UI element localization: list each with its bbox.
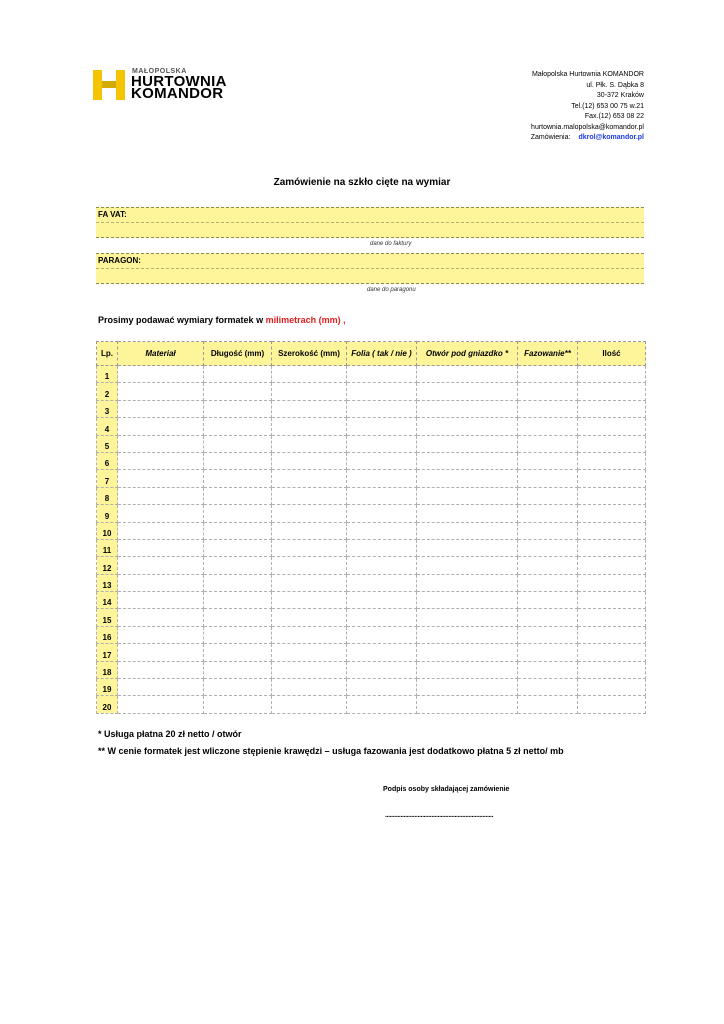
logo-small-text: MAŁOPOLSKA [132,68,187,75]
table-row [97,400,646,417]
material-cell[interactable] [118,609,204,626]
foil-cell[interactable] [347,679,417,696]
length-cell[interactable] [204,644,272,661]
foil-cell[interactable] [347,557,417,574]
length-cell[interactable] [204,592,272,609]
length-cell[interactable] [204,661,272,678]
row-number: 12 [97,557,118,574]
material-cell[interactable] [118,574,204,591]
width-cell[interactable] [272,557,347,574]
row-number: 7 [97,470,118,487]
foil-cell[interactable] [347,383,417,400]
length-cell[interactable] [204,505,272,522]
row-number: 17 [97,644,118,661]
foil-cell[interactable] [347,661,417,678]
width-cell[interactable] [272,470,347,487]
bevel-cell[interactable] [518,661,578,678]
socket-hole-cell[interactable] [417,418,518,435]
quantity-cell[interactable] [578,696,646,713]
foil-cell[interactable] [347,487,417,504]
table-row [97,661,646,678]
socket-hole-cell[interactable] [417,696,518,713]
length-cell[interactable] [204,522,272,539]
length-cell[interactable] [204,470,272,487]
invoice-input-row[interactable] [96,223,644,237]
width-cell[interactable] [272,400,347,417]
quantity-cell[interactable] [578,557,646,574]
table-row [97,383,646,400]
bevel-cell[interactable] [518,557,578,574]
material-cell[interactable] [118,644,204,661]
company-fax: Fax.(12) 653 08 22 [584,113,644,120]
orders-email-link[interactable]: dkrol@komandor.pl [578,134,644,141]
table-row [97,679,646,696]
bevel-cell[interactable] [518,679,578,696]
socket-hole-cell[interactable] [417,435,518,452]
socket-hole-cell[interactable] [417,609,518,626]
length-cell[interactable] [204,696,272,713]
material-cell[interactable] [118,696,204,713]
foil-cell[interactable] [347,522,417,539]
receipt-label: PARAGON: [98,256,141,265]
bevel-cell[interactable] [518,452,578,469]
width-cell[interactable] [272,522,347,539]
header-material: Materiał [118,342,204,366]
socket-hole-cell[interactable] [417,505,518,522]
header-lp: Lp. [97,342,118,366]
socket-hole-cell[interactable] [417,487,518,504]
bevel-cell[interactable] [518,505,578,522]
width-cell[interactable] [272,505,347,522]
instruction-main: Prosimy podawać wymiary formatek w [98,315,266,325]
socket-hole-cell[interactable] [417,679,518,696]
width-cell[interactable] [272,383,347,400]
page-title: Zamówienie na szkło cięte na wymiar [273,177,451,188]
width-cell[interactable] [272,418,347,435]
table-row [97,609,646,626]
length-cell[interactable] [204,418,272,435]
material-cell[interactable] [118,366,204,383]
socket-hole-cell[interactable] [417,539,518,556]
length-cell[interactable] [204,609,272,626]
table-row [97,418,646,435]
foil-cell[interactable] [347,626,417,643]
foil-cell[interactable] [347,609,417,626]
material-cell[interactable] [118,383,204,400]
table-row [97,487,646,504]
foil-cell[interactable] [347,418,417,435]
receipt-input-row[interactable] [96,269,644,283]
quantity-cell[interactable] [578,383,646,400]
material-cell[interactable] [118,557,204,574]
material-cell[interactable] [118,400,204,417]
invoice-data-box [96,207,644,238]
bevel-cell[interactable] [518,418,578,435]
bevel-cell[interactable] [518,574,578,591]
instruction-highlight: milimetrach (mm) , [265,315,346,325]
material-cell[interactable] [118,452,204,469]
company-name: Małopolska Hurtownia KOMANDOR [531,71,644,78]
table-header-row [97,342,646,366]
socket-hole-cell[interactable] [417,452,518,469]
width-cell[interactable] [272,487,347,504]
order-table [96,341,646,714]
bevel-cell[interactable] [518,470,578,487]
bevel-cell[interactable] [518,522,578,539]
width-cell[interactable] [272,626,347,643]
material-cell[interactable] [118,679,204,696]
invoice-label: FA VAT: [98,210,127,219]
company-street: ul. Płk. S. Dąbka 8 [586,81,644,89]
order-table-body [97,366,646,714]
material-cell[interactable] [118,487,204,504]
quantity-cell[interactable] [578,505,646,522]
length-cell[interactable] [204,366,272,383]
invoice-caption: dane do faktury [370,241,412,247]
material-cell[interactable] [118,418,204,435]
row-number: 1 [97,366,118,383]
socket-hole-cell[interactable] [417,626,518,643]
material-cell[interactable] [118,470,204,487]
row-number: 3 [97,400,118,417]
socket-hole-cell[interactable] [417,366,518,383]
length-cell[interactable] [204,539,272,556]
socket-hole-cell[interactable] [417,470,518,487]
row-number: 15 [97,609,118,626]
receipt-data-box [96,253,644,284]
quantity-cell[interactable] [578,609,646,626]
socket-hole-cell[interactable] [417,522,518,539]
company-city: 30-372 Kraków [596,92,644,99]
row-number: 5 [97,435,118,452]
foil-cell[interactable] [347,470,417,487]
table-row [97,696,646,713]
bevel-cell[interactable] [518,383,578,400]
header-socket-hole: Otwór pod gniazdko * [417,342,518,366]
bevel-cell[interactable] [518,626,578,643]
quantity-cell[interactable] [578,418,646,435]
length-cell[interactable] [204,626,272,643]
row-number: 19 [97,679,118,696]
quantity-cell[interactable] [578,644,646,661]
row-number: 16 [97,626,118,643]
quantity-cell[interactable] [578,522,646,539]
socket-hole-cell[interactable] [417,383,518,400]
socket-hole-cell[interactable] [417,644,518,661]
row-number: 2 [97,383,118,400]
width-cell[interactable] [272,644,347,661]
header-bevel: Fazowanie** [518,342,578,366]
width-cell[interactable] [272,539,347,556]
table-row [97,592,646,609]
width-cell[interactable] [272,696,347,713]
material-cell[interactable] [118,522,204,539]
bevel-cell[interactable] [518,487,578,504]
foil-cell[interactable] [347,574,417,591]
header-foil: Folia ( tak / nie ) [347,342,417,366]
foil-cell[interactable] [347,435,417,452]
width-cell[interactable] [272,592,347,609]
quantity-cell[interactable] [578,487,646,504]
length-cell[interactable] [204,383,272,400]
length-cell[interactable] [204,679,272,696]
quantity-cell[interactable] [578,400,646,417]
header-width: Szerokość (mm) [272,342,347,366]
width-cell[interactable] [272,661,347,678]
bevel-cell[interactable] [518,435,578,452]
table-row [97,452,646,469]
row-number: 8 [97,487,118,504]
length-cell[interactable] [204,435,272,452]
socket-hole-cell[interactable] [417,592,518,609]
foil-cell[interactable] [347,592,417,609]
logo-h-icon [93,70,125,100]
receipt-caption: dane do paragonu [367,287,416,293]
row-number: 9 [97,505,118,522]
invoice-label-row[interactable] [96,208,644,223]
foil-cell[interactable] [347,452,417,469]
logo-line1: HURTOWNIA [131,73,227,90]
table-row [97,539,646,556]
signature-label: Podpis osoby składającej zamówienie [383,786,510,793]
company-email: hurtownia.malopolska@komandor.pl [531,123,644,131]
row-number: 6 [97,452,118,469]
orders-line [531,133,644,144]
note-bevel-fee: ** W cenie formatek jest wliczone stępienie krawędzi – usługa fazowania jest dodatkowo płatna 5 zł netto/ mb [98,746,564,756]
row-number: 20 [97,696,118,713]
material-cell[interactable] [118,435,204,452]
row-number: 14 [97,592,118,609]
quantity-cell[interactable] [578,661,646,678]
company-address [531,70,644,144]
table-row [97,470,646,487]
foil-cell[interactable] [347,505,417,522]
row-number: 10 [97,522,118,539]
quantity-cell[interactable] [578,626,646,643]
bevel-cell[interactable] [518,539,578,556]
row-number: 18 [97,661,118,678]
length-cell[interactable] [204,574,272,591]
bevel-cell[interactable] [518,644,578,661]
bevel-cell[interactable] [518,696,578,713]
foil-cell[interactable] [347,400,417,417]
bevel-cell[interactable] [518,592,578,609]
row-number: 4 [97,418,118,435]
header-quantity: Ilość [578,342,646,366]
width-cell[interactable] [272,679,347,696]
material-cell[interactable] [118,539,204,556]
socket-hole-cell[interactable] [417,400,518,417]
length-cell[interactable] [204,452,272,469]
instruction-text [98,315,346,325]
quantity-cell[interactable] [578,435,646,452]
company-phone: Tel.(12) 653 00 75 w.21 [571,102,644,110]
foil-cell[interactable] [347,644,417,661]
quantity-cell[interactable] [578,366,646,383]
foil-cell[interactable] [347,539,417,556]
material-cell[interactable] [118,592,204,609]
table-row [97,574,646,591]
orders-label: Zamówienia: [530,134,571,141]
bevel-cell[interactable] [518,400,578,417]
signature-line[interactable]: ...................................................................... [385,812,494,819]
width-cell[interactable] [272,435,347,452]
quantity-cell[interactable] [578,452,646,469]
quantity-cell[interactable] [578,679,646,696]
quantity-cell[interactable] [578,539,646,556]
socket-hole-cell[interactable] [417,661,518,678]
length-cell[interactable] [204,487,272,504]
width-cell[interactable] [272,366,347,383]
quantity-cell[interactable] [578,592,646,609]
table-row [97,505,646,522]
bevel-cell[interactable] [518,366,578,383]
table-row [97,435,646,452]
width-cell[interactable] [272,574,347,591]
material-cell[interactable] [118,661,204,678]
table-row [97,626,646,643]
width-cell[interactable] [272,609,347,626]
table-row [97,366,646,383]
row-number: 13 [97,574,118,591]
table-row [97,522,646,539]
material-cell[interactable] [118,626,204,643]
table-row [97,557,646,574]
bevel-cell[interactable] [518,609,578,626]
company-logo [93,68,233,102]
header-length: Długość (mm) [204,342,272,366]
width-cell[interactable] [272,452,347,469]
foil-cell[interactable] [347,696,417,713]
table-row [97,644,646,661]
length-cell[interactable] [204,557,272,574]
logo-line2: KOMANDOR [131,85,224,102]
quantity-cell[interactable] [578,470,646,487]
length-cell[interactable] [204,400,272,417]
socket-hole-cell[interactable] [417,557,518,574]
quantity-cell[interactable] [578,574,646,591]
row-number: 11 [97,539,118,556]
socket-hole-cell[interactable] [417,574,518,591]
material-cell[interactable] [118,505,204,522]
receipt-label-row[interactable] [96,254,644,269]
foil-cell[interactable] [347,366,417,383]
note-hole-fee: * Usługa płatna 20 zł netto / otwór [98,729,242,739]
